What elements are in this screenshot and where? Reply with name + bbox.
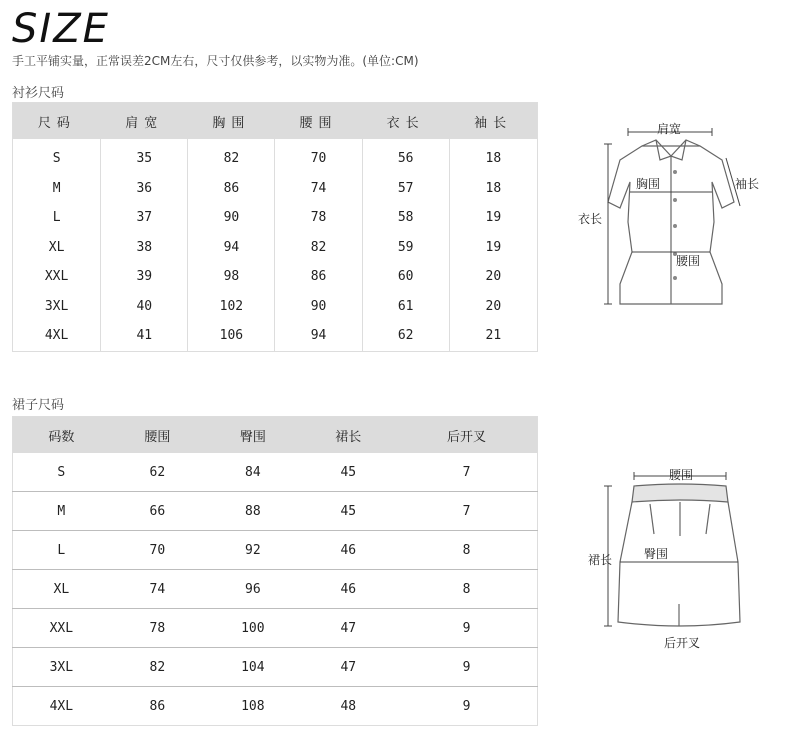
table-cell: XL <box>13 233 101 263</box>
table-cell: 18 <box>485 180 502 196</box>
table-cell: 59 <box>362 233 449 263</box>
skirt-waist-label: 腰围 <box>669 468 694 482</box>
skirt-section-title: 裙子尺码 <box>12 398 65 413</box>
table-cell: 46 <box>301 570 396 609</box>
table-cell: 96 <box>205 570 300 609</box>
table-cell: 102 <box>188 292 275 322</box>
table-cell: 88 <box>205 492 300 531</box>
table-cell: 38 <box>101 233 188 263</box>
table-cell: 3XL <box>13 648 110 687</box>
table-cell: 92 <box>205 531 300 570</box>
table-cell: 18 <box>485 151 502 167</box>
table-cell: 74 <box>110 570 205 609</box>
table-cell: 57 <box>362 174 449 204</box>
column-header: 衣长 <box>362 103 449 140</box>
table-cell: 8 <box>396 531 537 570</box>
table-cell: 9 <box>396 687 537 726</box>
table-cell: 66 <box>110 492 205 531</box>
table-row <box>13 174 538 204</box>
table-row <box>13 609 538 648</box>
table-cell: L <box>13 203 101 233</box>
table-cell: 47 <box>301 648 396 687</box>
shoulder-label: 肩宽 <box>657 122 682 136</box>
table-row <box>13 262 538 292</box>
column-header: 臀围 <box>205 417 300 454</box>
skirt-diagram <box>590 462 760 642</box>
length-label: 衣长 <box>578 212 603 226</box>
table-cell: 48 <box>301 687 396 726</box>
table-cell: S <box>13 139 101 174</box>
table-cell: 82 <box>188 139 275 174</box>
table-cell: 86 <box>275 262 362 292</box>
waist-label: 腰围 <box>676 254 701 268</box>
table-cell: 61 <box>362 292 449 322</box>
table-cell: 37 <box>101 203 188 233</box>
table-cell: 20 <box>485 269 502 285</box>
table-cell: L <box>13 531 110 570</box>
table-cell: 106 <box>188 321 275 351</box>
table-row <box>13 233 538 263</box>
table-cell: 90 <box>275 292 362 322</box>
column-header: 裙长 <box>301 417 396 454</box>
skirt-size-table <box>12 416 538 726</box>
table-cell: XXL <box>13 609 110 648</box>
table-cell: 7 <box>396 492 537 531</box>
table-cell: 19 <box>485 210 502 226</box>
slit-label: 后开叉 <box>664 636 701 650</box>
table-row <box>13 687 538 726</box>
table-cell: 78 <box>275 203 362 233</box>
chest-label: 胸围 <box>636 177 661 191</box>
hip-label: 臀围 <box>644 547 669 561</box>
column-header: 腰围 <box>110 417 205 454</box>
table-cell: M <box>13 174 101 204</box>
table-cell: 40 <box>101 292 188 322</box>
table-cell: 58 <box>362 203 449 233</box>
table-cell: 21 <box>485 328 502 344</box>
table-row <box>13 292 538 322</box>
table-cell: 46 <box>301 531 396 570</box>
table-cell: 62 <box>149 464 166 480</box>
table-row <box>13 453 538 492</box>
table-cell: 82 <box>110 648 205 687</box>
table-cell: 86 <box>110 687 205 726</box>
column-header: 袖长 <box>449 103 537 140</box>
table-cell: 36 <box>101 174 188 204</box>
column-header: 码数 <box>13 417 110 454</box>
table-header-row <box>13 103 538 140</box>
table-cell: 41 <box>101 321 188 351</box>
table-cell: 108 <box>205 687 300 726</box>
table-cell: 9 <box>396 609 537 648</box>
column-header: 尺码 <box>13 103 101 140</box>
table-cell: 86 <box>188 174 275 204</box>
table-cell: 4XL <box>13 687 110 726</box>
table-cell: 90 <box>188 203 275 233</box>
table-cell: 8 <box>396 570 537 609</box>
sleeve-label: 袖长 <box>735 177 760 191</box>
shirt-size-table <box>12 102 538 352</box>
table-cell: 45 <box>340 464 357 480</box>
shirt-diagram <box>580 112 780 322</box>
table-cell: 82 <box>275 233 362 263</box>
skirt-length-label: 裙长 <box>588 553 613 567</box>
table-cell: 78 <box>110 609 205 648</box>
table-cell: 70 <box>110 531 205 570</box>
table-cell: 7 <box>462 464 471 480</box>
shirt-section-title: 衬衫尺码 <box>12 86 65 101</box>
table-cell: 98 <box>188 262 275 292</box>
table-cell: 20 <box>485 298 502 314</box>
table-row <box>13 492 538 531</box>
table-cell: 62 <box>362 321 449 351</box>
table-cell: 45 <box>301 492 396 531</box>
table-cell: 74 <box>275 174 362 204</box>
column-header: 后开叉 <box>396 417 537 454</box>
table-cell: 3XL <box>13 292 101 322</box>
table-row <box>13 648 538 687</box>
table-cell: 4XL <box>13 321 101 351</box>
column-header: 胸围 <box>188 103 275 140</box>
table-cell: 35 <box>101 139 188 174</box>
page-title: SIZE <box>12 6 110 52</box>
table-row <box>13 139 538 174</box>
table-cell: 60 <box>362 262 449 292</box>
table-cell: 56 <box>362 139 449 174</box>
column-header: 肩宽 <box>101 103 188 140</box>
table-row <box>13 570 538 609</box>
table-row <box>13 203 538 233</box>
table-cell: S <box>57 464 66 480</box>
table-header-row <box>13 417 538 454</box>
table-cell: XL <box>13 570 110 609</box>
table-cell: 70 <box>275 139 362 174</box>
table-cell: 94 <box>275 321 362 351</box>
table-cell: 84 <box>245 464 261 480</box>
table-cell: 47 <box>301 609 396 648</box>
table-cell: 94 <box>188 233 275 263</box>
table-row <box>13 321 538 351</box>
measurement-note: 手工平铺实量，正常误差2CM左右，尺寸仅供参考，以实物为准。(单位:CM) <box>12 54 419 68</box>
table-cell: M <box>13 492 110 531</box>
table-cell: 104 <box>205 648 300 687</box>
table-cell: 9 <box>396 648 537 687</box>
column-header: 腰围 <box>275 103 362 140</box>
table-cell: 19 <box>485 239 502 255</box>
table-row <box>13 531 538 570</box>
table-cell: 39 <box>101 262 188 292</box>
table-cell: XXL <box>13 262 101 292</box>
table-cell: 100 <box>205 609 300 648</box>
